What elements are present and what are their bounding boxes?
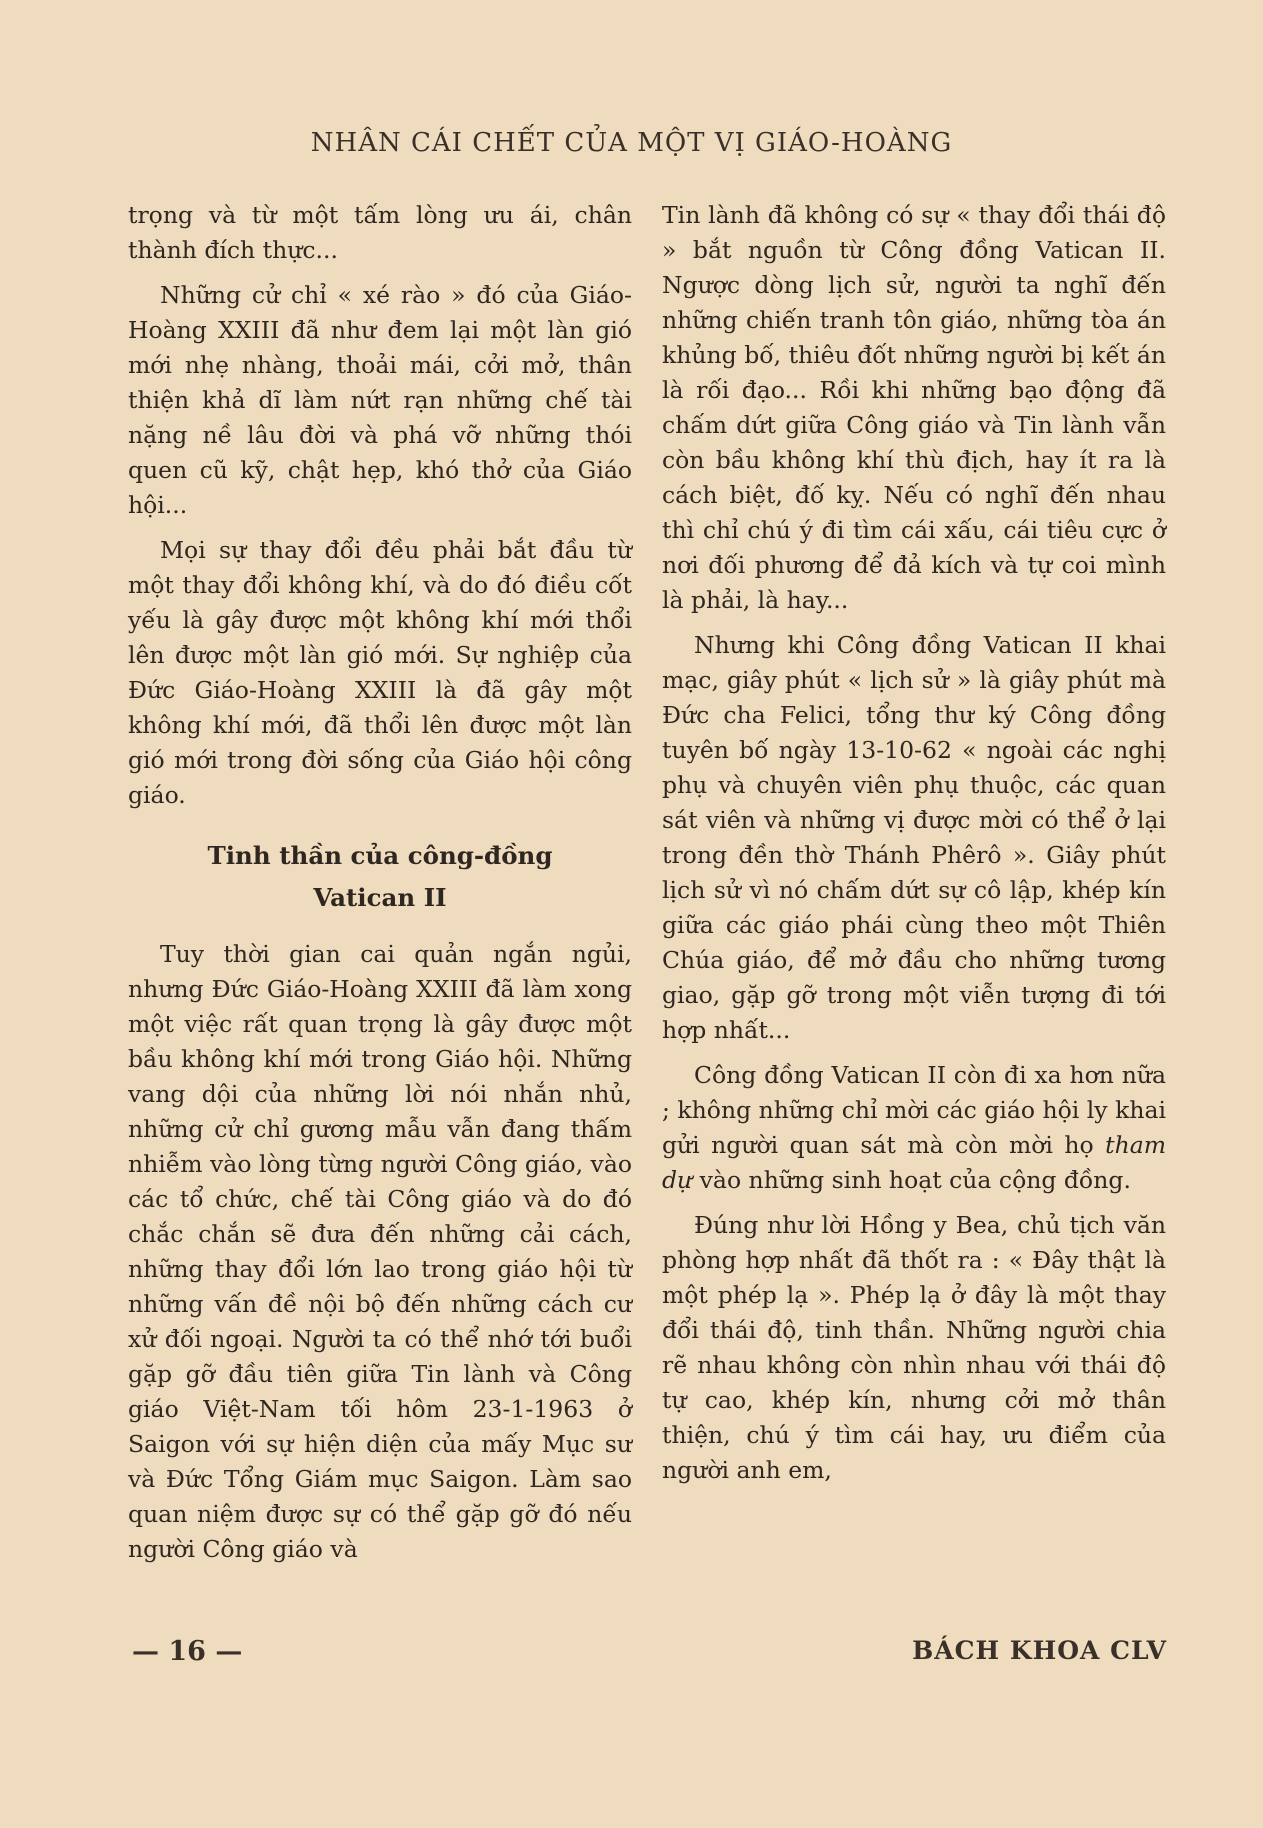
paragraph: trọng và từ một tấm lòng ưu ái, chân thành đích thực... xyxy=(128,201,632,264)
running-title: NHÂN CÁI CHẾT CỦA MỘT VỊ GIÁO-HOÀNG xyxy=(310,128,953,158)
left-column xyxy=(128,198,632,1577)
paragraph: Mọi sự thay đổi đều phải bắt đầu từ một thay đổi không khí, và do đó điều cốt yếu là gây được một không khí mới thổi lên được một làn gió mới. Sự nghiệp của Đức Giáo-Hoàng XXIII là đã gây một không khí mới, đã thổi lên được một làn gió mới trong đời sống của Giáo hội công giáo. xyxy=(128,536,632,809)
section-heading-line: Vatican II xyxy=(313,883,447,912)
section-heading-line: Tinh thần của công-đồng xyxy=(207,841,553,870)
paragraph: Đúng như lời Hồng y Bea, chủ tịch văn phòng hợp nhất đã thốt ra : « Đây thật là một phép lạ ». Phép lạ ở đây là một thay đổi thái độ, tinh thần. Những người chia rẽ nhau không còn nhìn nhau với thái độ tự cao, khép kín, nhưng cởi mở thân thiện, chú ý tìm cái hay, ưu điểm của người anh em, xyxy=(662,1211,1166,1484)
text-run: vào những sinh hoạt của cộng đồng. xyxy=(692,1166,1131,1194)
paragraph xyxy=(662,1058,1166,1198)
text-run: Công đồng Vatican II còn đi xa hơn nữa ; không những chỉ mời các giáo hội ly khai gửi người quan sát mà còn mời họ xyxy=(662,1061,1166,1159)
section-heading xyxy=(128,835,632,919)
italic-text: tham dự xyxy=(662,1131,1166,1194)
paragraph: Những cử chỉ « xé rào » đó của Giáo-Hoàng XXIII đã như đem lại một làn gió mới nhẹ nhàng, thoải mái, cởi mở, thân thiện khả dĩ làm nứt rạn những chế tài nặng nề lâu đời và phá vỡ những thói quen cũ kỹ, chật hẹp, khó thở của Giáo hội... xyxy=(128,281,632,519)
journal-name: BÁCH KHOA CLV xyxy=(912,1636,1167,1665)
page-number: — 16 — xyxy=(132,1636,243,1667)
right-column xyxy=(662,198,1166,1498)
paragraph: Nhưng khi Công đồng Vatican II khai mạc, giây phút « lịch sử » là giây phút mà Đức cha Felici, tổng thư ký Công đồng tuyên bố ngày 13-10-62 « ngoài các nghị phụ và chuyên viên phụ thuộc, các quan sát viên và những vị được mời có thể ở lại trong đền thờ Thánh Phêrô ». Giây phút lịch sử vì nó chấm dứt sự cô lập, khép kín giữa các giáo phái cùng theo một Thiên Chúa giáo, để mở đầu cho những tương giao, gặp gỡ trong một viễn tượng đi tới hợp nhất... xyxy=(662,631,1166,1044)
paragraph: Tuy thời gian cai quản ngắn ngủi, nhưng Đức Giáo-Hoàng XXIII đã làm xong một việc rất quan trọng là gây được một bầu không khí mới trong Giáo hội. Những vang dội của những lời nói nhắn nhủ, những cử chỉ gương mẫu vẫn đang thấm nhiễm vào lòng từng người Công giáo, vào các tổ chức, chế tài Công giáo và do đó chắc chắn sẽ đưa đến những cải cách, những thay đổi lớn lao trong giáo hội từ những vấn đề nội bộ đến những cách cư xử đối ngoại. Người ta có thể nhớ tới buổi gặp gỡ đầu tiên giữa Tin lành và Công giáo Việt-Nam tối hôm 23-1-1963 ở Saigon với sự hiện diện của mấy Mục sư và Đức Tổng Giám mục Saigon. Làm sao quan niệm được sự có thể gặp gỡ đó nếu người Công giáo và xyxy=(128,940,632,1563)
paragraph: Tin lành đã không có sự « thay đổi thái độ » bắt nguồn từ Công đồng Vatican II. Ngược dòng lịch sử, người ta nghĩ đến những chiến tranh tôn giáo, những tòa án khủng bố, thiêu đốt những người bị kết án là rối đạo... Rồi khi những bạo động đã chấm dứt giữa Công giáo và Tin lành vẫn còn bầu không khí thù địch, hay ít ra là cách biệt, đố kỵ. Nếu có nghĩ đến nhau thì chỉ chú ý đi tìm cái xấu, cái tiêu cực ở nơi đối phương để đả kích và tự coi mình là phải, là hay... xyxy=(662,201,1166,614)
